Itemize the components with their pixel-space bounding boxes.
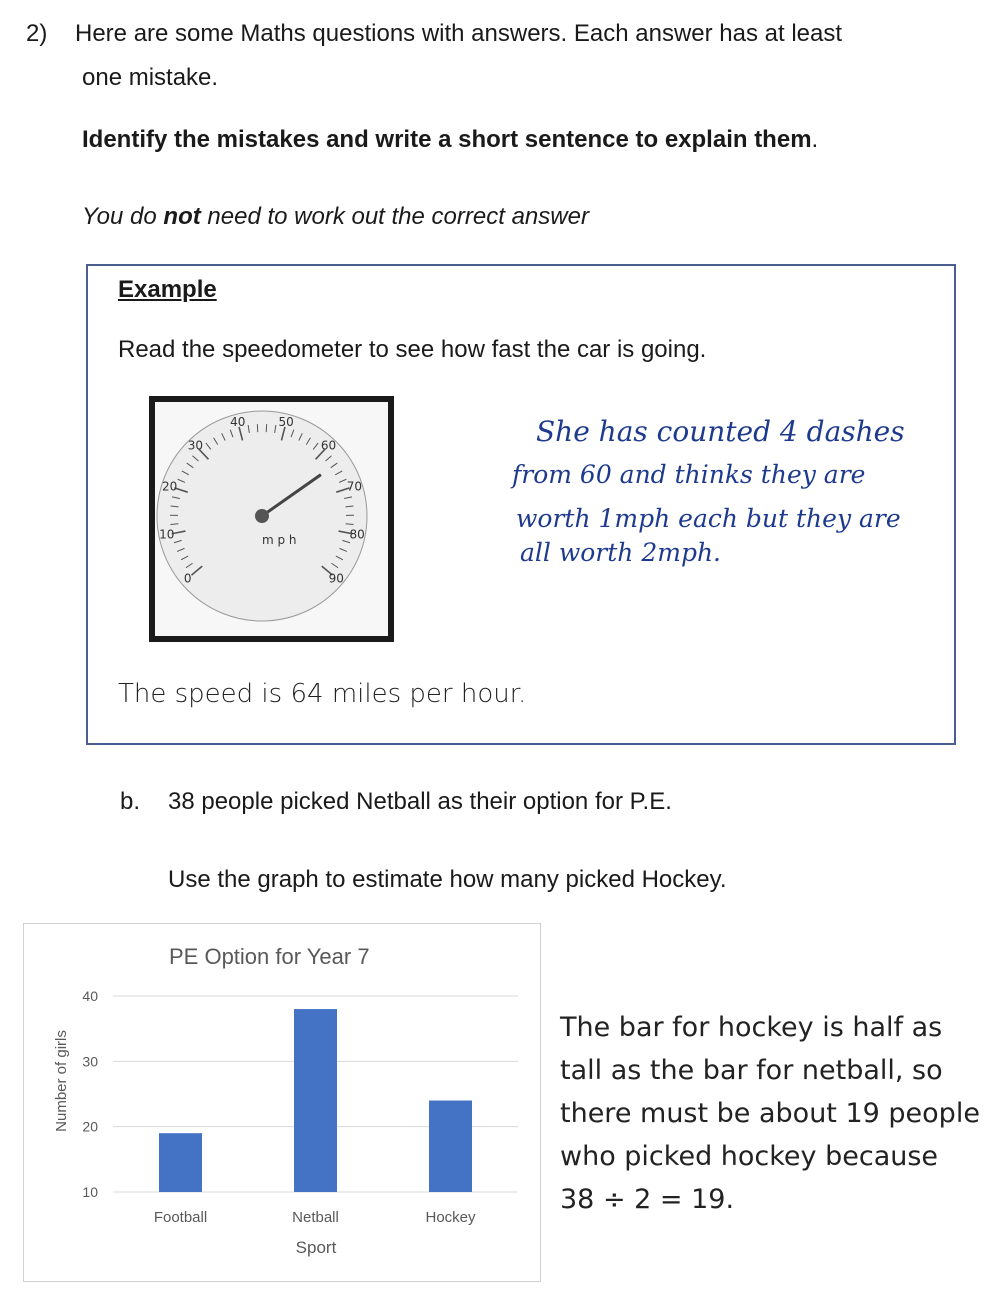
chart-title: PE Option for Year 7 xyxy=(169,944,370,969)
x-tick-label: Hockey xyxy=(425,1209,476,1226)
speedo-label: 30 xyxy=(187,438,204,453)
speedo-label: 70 xyxy=(346,479,363,494)
y-axis-label: Number of girls xyxy=(53,1030,70,1132)
explanation-line-4: all worth 2mph. xyxy=(520,538,722,567)
example-answer: The speed is 64 miles per hour. xyxy=(118,679,527,709)
speedo-label: 90 xyxy=(328,571,344,586)
explanation-line-3: worth 1mph each but they are xyxy=(516,504,901,533)
speedometer xyxy=(149,396,394,642)
answer-line-3: there must be about 19 people xyxy=(560,1098,980,1129)
part-b-label: b. xyxy=(120,788,141,815)
speedo-label: 20 xyxy=(161,479,178,494)
speedo-label: 60 xyxy=(320,438,337,453)
y-tick-label: 30 xyxy=(82,1053,98,1070)
speedo-label: 50 xyxy=(278,415,294,430)
answer-line-4: who picked hockey because xyxy=(560,1141,939,1172)
speedo-label: 80 xyxy=(349,527,365,542)
answer-line-2: tall as the bar for netball, so xyxy=(560,1055,943,1086)
intro-line-2: one mistake. xyxy=(82,64,219,91)
y-tick-label: 40 xyxy=(82,988,98,1004)
explanation-line-1: She has counted 4 dashes xyxy=(536,415,905,448)
bar-hockey xyxy=(429,1101,472,1192)
part-b-answer xyxy=(560,1006,980,1221)
instruction: Identify the mistakes and write a short sentence to explain them. xyxy=(82,126,819,153)
y-tick-label: 10 xyxy=(82,1184,98,1200)
speedo-hub xyxy=(255,509,269,523)
speedo-label: 10 xyxy=(159,527,175,542)
bar-chart xyxy=(23,923,541,1282)
answer-line-1: The bar for hockey is half as xyxy=(560,1012,943,1043)
speedo-label: 0 xyxy=(183,571,192,586)
x-tick-label: Football xyxy=(153,1209,208,1226)
x-tick-label: Netball xyxy=(292,1209,339,1226)
question-number: 2) xyxy=(26,20,48,47)
example-question: Read the speedometer to see how fast the car is going. xyxy=(118,336,707,363)
note: You do not need to work out the correct answer xyxy=(82,203,589,230)
part-b-text-1: 38 people picked Netball as their option for P.E. xyxy=(168,788,672,815)
bar-netball xyxy=(294,1009,337,1192)
speedo-unit: m p h xyxy=(262,533,297,547)
x-axis-label: Sport xyxy=(295,1238,337,1257)
y-tick-label: 20 xyxy=(82,1118,98,1135)
part-b-text-2: Use the graph to estimate how many picked Hockey. xyxy=(168,866,727,893)
explanation-line-2: from 60 and thinks they are xyxy=(512,460,866,489)
bar-football xyxy=(159,1133,202,1192)
example-title: Example xyxy=(118,276,217,303)
speedo-label: 40 xyxy=(230,415,246,430)
intro-line-1: Here are some Maths questions with answers. Each answer has at least xyxy=(75,20,843,47)
answer-line-5: 38 ÷ 2 = 19. xyxy=(560,1184,735,1215)
